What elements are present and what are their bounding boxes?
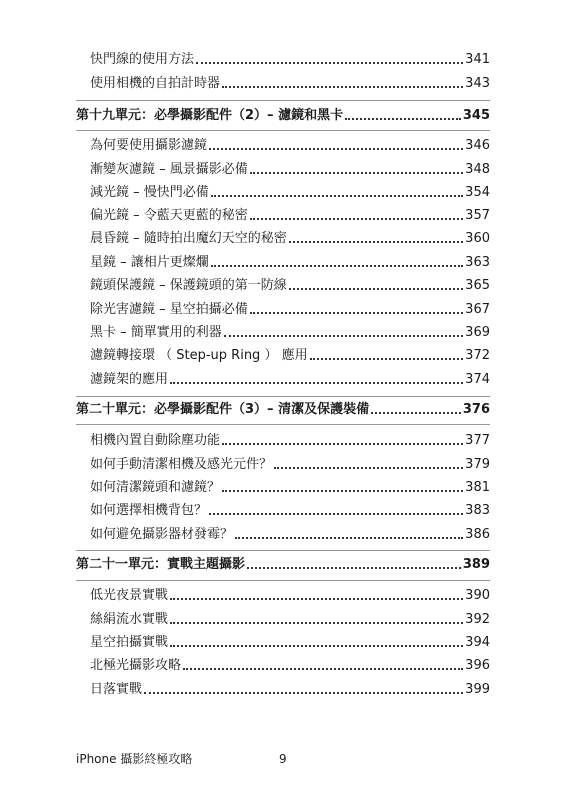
leader-dots <box>211 262 463 267</box>
toc-entry <box>90 503 490 519</box>
toc-entry-title: 快門線的使用方法 <box>90 52 195 67</box>
leader-dots <box>222 440 463 445</box>
toc-entry-page: 381 <box>465 480 490 495</box>
toc-entry-page: 379 <box>465 457 490 472</box>
toc-chapter-page: 345 <box>462 108 490 123</box>
toc-entry-title: 除光害濾鏡 – 星空拍攝必備 <box>90 302 248 317</box>
toc-entry <box>90 231 490 247</box>
toc-entry-title: 如何避免攝影器材發霉？ <box>90 527 234 542</box>
leader-dots <box>247 564 461 569</box>
toc-entry-title: 絲絹流水實戰 <box>90 612 169 627</box>
footer-book-title: iPhone 攝影終極攻略 <box>76 752 193 766</box>
toc-entry-page: 348 <box>465 162 490 177</box>
toc-entry-title: 減光鏡 – 慢快門必備 <box>90 185 209 200</box>
leader-dots <box>222 487 463 492</box>
toc-entry <box>90 480 490 496</box>
toc-entry-page: 363 <box>465 255 490 270</box>
toc-entry <box>90 52 490 68</box>
leader-dots <box>170 619 463 624</box>
leader-dots <box>250 169 463 174</box>
leader-dots <box>144 689 463 694</box>
toc-entry <box>90 433 490 449</box>
toc-chapter-title: 第二十一單元：實戰主題攝影 <box>76 557 246 572</box>
toc-entry <box>90 457 490 473</box>
toc-entry-title: 星空拍攝實戰 <box>90 635 169 650</box>
toc-entry-page: 365 <box>465 278 490 293</box>
toc-entry-title: 黑卡 – 簡單實用的利器 <box>90 325 222 340</box>
leader-dots <box>289 285 463 290</box>
toc-chapter <box>76 557 490 573</box>
toc-entry-title: 偏光鏡 – 令藍天更藍的秘密 <box>90 208 248 223</box>
leader-dots <box>196 59 463 64</box>
toc-entry-page: 394 <box>465 635 490 650</box>
section-divider <box>76 424 490 425</box>
leader-dots <box>345 115 461 120</box>
leader-dots <box>250 309 463 314</box>
toc-entry-page: 374 <box>465 372 490 387</box>
toc-entry-title: 低光夜景實戰 <box>90 588 169 603</box>
toc-entry <box>90 612 490 628</box>
toc-entry-page: 360 <box>465 231 490 246</box>
toc-entry <box>90 302 490 318</box>
toc-entry-page: 357 <box>465 208 490 223</box>
toc-entry-page: 390 <box>465 588 490 603</box>
toc-chapter-page: 376 <box>462 402 490 417</box>
leader-dots <box>250 215 463 220</box>
leader-dots <box>222 83 463 88</box>
toc-entry-title: 晨昏鏡 – 隨時拍出魔幻天空的秘密 <box>90 231 287 246</box>
leader-dots <box>170 595 463 600</box>
toc-chapter-title: 第二十單元：必學攝影配件（3）– 清潔及保護裝備 <box>76 402 370 417</box>
toc-entry <box>90 76 490 92</box>
toc-entry-page: 369 <box>465 325 490 340</box>
toc-entry <box>90 138 490 154</box>
toc-entry-title: 使用相機的自拍計時器 <box>90 76 221 91</box>
toc-entry-title: 如何手動清潔相機及感光元件？ <box>90 457 273 472</box>
toc-entry-title: 如何選擇相機背包？ <box>90 503 208 518</box>
toc-entry <box>90 658 490 674</box>
toc-entry-title: 相機內置自動除塵功能 <box>90 433 221 448</box>
toc-entry-page: 399 <box>465 682 490 697</box>
leader-dots <box>183 665 463 670</box>
toc-entry-title: 濾鏡轉接環 （ Step-up Ring ） 應用 <box>90 348 308 363</box>
toc-entry <box>90 162 490 178</box>
toc-entry-title: 北極光攝影攻略 <box>90 658 182 673</box>
toc-entry <box>90 682 490 698</box>
section-divider <box>76 550 490 551</box>
leader-dots <box>274 464 463 469</box>
toc-entry <box>90 278 490 294</box>
leader-dots <box>211 192 463 197</box>
section-divider <box>76 580 490 581</box>
section-divider <box>76 396 490 397</box>
toc-chapter <box>76 108 490 124</box>
leader-dots <box>209 145 463 150</box>
toc-entry <box>90 255 490 271</box>
leader-dots <box>371 409 461 414</box>
toc-entry-page: 372 <box>465 348 490 363</box>
leader-dots <box>170 642 463 647</box>
toc-entry-title: 為何要使用攝影濾鏡 <box>90 138 208 153</box>
section-divider <box>76 100 490 101</box>
toc-entry-title: 如何清潔鏡頭和濾鏡？ <box>90 480 221 495</box>
toc-entry-page: 341 <box>465 52 490 67</box>
toc-entry-title: 鏡頭保護鏡 – 保護鏡頭的第一防線 <box>90 278 287 293</box>
toc-entry-page: 392 <box>465 612 490 627</box>
toc-entry <box>90 372 490 388</box>
toc-entry-title: 漸變灰濾鏡 – 風景攝影必備 <box>90 162 248 177</box>
toc-entry-page: 367 <box>465 302 490 317</box>
toc-entry <box>90 208 490 224</box>
toc-entry <box>90 325 490 341</box>
toc-entry <box>90 588 490 604</box>
section-divider <box>76 130 490 131</box>
toc-entry-page: 343 <box>465 76 490 91</box>
toc-entry-page: 346 <box>465 138 490 153</box>
toc-entry <box>90 635 490 651</box>
leader-dots <box>310 355 464 360</box>
leader-dots <box>224 332 463 337</box>
toc-entry-page: 386 <box>465 527 490 542</box>
footer-page-number: 9 <box>279 752 287 766</box>
toc-entry-title: 濾鏡架的應用 <box>90 372 169 387</box>
toc-entry-title: 日落實戰 <box>90 682 143 697</box>
toc-chapter-page: 389 <box>462 557 490 572</box>
toc-entry <box>90 185 490 201</box>
toc-entry <box>90 348 490 364</box>
leader-dots <box>289 238 463 243</box>
leader-dots <box>209 510 463 515</box>
toc-entry <box>90 527 490 543</box>
leader-dots <box>170 379 463 384</box>
toc-entry-page: 396 <box>465 658 490 673</box>
toc-chapter <box>76 402 490 418</box>
toc-entry-page: 377 <box>465 433 490 448</box>
toc-entry-title: 星鏡 – 讓相片更燦爛 <box>90 255 209 270</box>
leader-dots <box>235 534 463 539</box>
toc-entry-page: 354 <box>465 185 490 200</box>
toc-entry-page: 383 <box>465 503 490 518</box>
toc-chapter-title: 第十九單元：必學攝影配件（2）– 濾鏡和黑卡 <box>76 108 344 123</box>
